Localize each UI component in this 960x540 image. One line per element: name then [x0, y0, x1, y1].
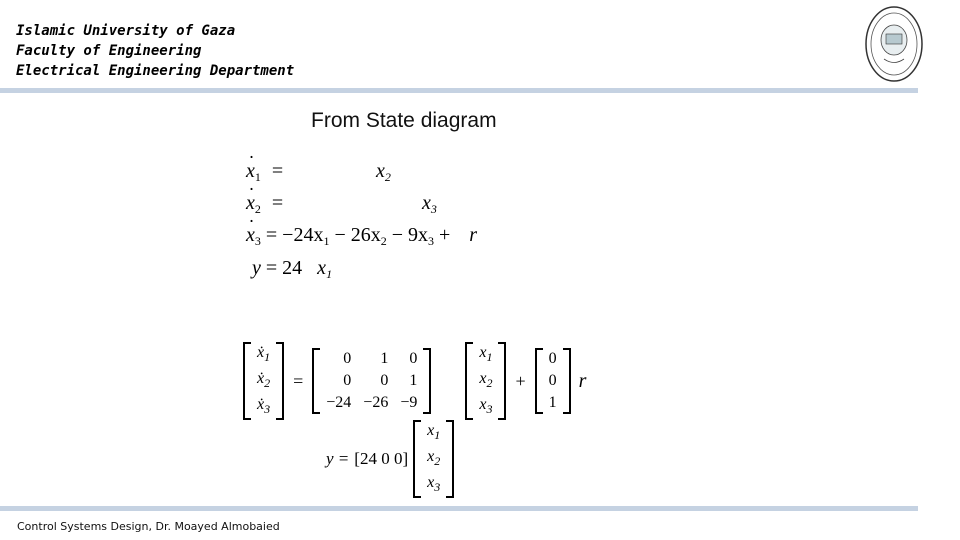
xdot-vector: ẋ$_1$ ẋ$_2$ ẋ$_3$ — [243, 342, 284, 420]
b-vector-cell: 0 — [548, 350, 557, 367]
c-matrix: [24 0 0] — [354, 449, 409, 468]
x-vector: $x_1$ $x_2$ $x_3$ — [465, 342, 506, 420]
b-vector — [535, 348, 571, 414]
equation-3: · $x_3 = -24x_1 - 26x_2 - 9x_3 + r$ — [246, 224, 477, 249]
a-matrix-cell: 0 — [343, 350, 352, 367]
a-matrix-cell: −26 — [363, 394, 389, 411]
equation-4: y = 24 $x_1$ — [252, 257, 333, 281]
footer-divider — [0, 506, 918, 511]
university-seal-logo — [864, 4, 924, 84]
a-matrix-cell: −24 — [326, 394, 352, 411]
university-name: Islamic University of Gaza — [16, 23, 236, 39]
header-text — [16, 21, 294, 81]
footer-text: Control Systems Design, Dr. Moayed Almobaied — [17, 520, 280, 533]
equation-2: · $x_2$ = $x_3$ — [246, 192, 283, 217]
output-lhs: y = — [326, 449, 350, 468]
a-matrix — [312, 348, 431, 414]
header-divider — [0, 88, 918, 93]
b-vector-cell: 1 — [548, 394, 557, 411]
input-r: r — [578, 369, 587, 392]
output-x-vector: $x_1$ $x_2$ $x_3$ — [413, 420, 454, 498]
a-matrix-cell: 0 — [343, 372, 352, 389]
a-matrix-cell: −9 — [400, 394, 418, 411]
slide-title: From State diagram — [311, 109, 497, 132]
faculty-name: Faculty of Engineering — [16, 43, 202, 59]
department-name: Electrical Engineering Department — [16, 63, 295, 79]
a-matrix-cell: 1 — [409, 372, 418, 389]
state-matrix-equation: ẋ$_1$ ẋ$_2$ ẋ$_3$ = 0 1 0 0 0 1 −24 −26 −9 $x_1$ $x_2$ $x_3$ + 0 0 1 r — [243, 342, 586, 420]
a-matrix-cell: 0 — [380, 372, 389, 389]
a-matrix-cell: 1 — [380, 350, 389, 367]
output-equation — [326, 420, 454, 498]
a-matrix-cell: 0 — [409, 350, 418, 367]
b-vector-cell: 0 — [548, 372, 557, 389]
equation-1: · $x_1$ = $x_2$ — [246, 160, 283, 185]
